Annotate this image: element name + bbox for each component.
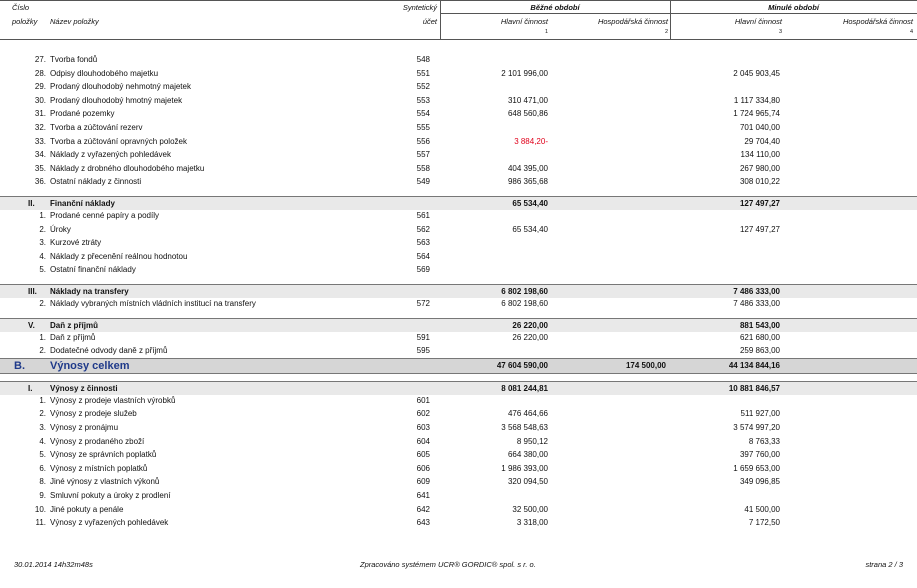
- item-number: 4.: [39, 436, 46, 446]
- value-bezne-hlavni: 26 220,00: [512, 332, 548, 342]
- item-number: 1.: [39, 211, 46, 220]
- item-name: Výnosy z místních poplatků: [50, 463, 148, 473]
- account-number: 642: [416, 504, 430, 514]
- value-minule-hlavni: [670, 80, 780, 93]
- section-row: [0, 318, 917, 332]
- header-colnum: 2: [664, 29, 668, 35]
- value-bezne-hospodarska: [560, 516, 666, 529]
- item-name: Výnosy z pronájmu: [50, 423, 119, 432]
- table-row: [0, 250, 917, 263]
- value-bezne-hlavni: 6 802 198,60: [501, 287, 548, 296]
- value-bezne-hlavni: 65 534,40: [512, 199, 548, 208]
- value-minule-hlavni: 8 763,33: [748, 436, 780, 446]
- value-bezne-hlavni: 476 464,66: [507, 409, 548, 419]
- value-bezne-hospodarska: [560, 175, 666, 188]
- table-row: [0, 475, 917, 488]
- account-number: 601: [416, 395, 430, 405]
- header-group-rule: [440, 13, 917, 14]
- account-number: 553: [416, 95, 430, 105]
- section-title: Náklady na transfery: [50, 287, 129, 296]
- section-row: [0, 381, 917, 395]
- value-minule-hlavni: 127 497,27: [739, 224, 780, 234]
- item-name: Výnosy z vyřazených pohledávek: [50, 518, 169, 528]
- item-name: Výnosy z prodeje služeb: [50, 409, 137, 419]
- value-bezne-hospodarska: [560, 489, 666, 502]
- account-number: 554: [416, 109, 430, 119]
- table-row: [0, 331, 917, 344]
- item-number: 29.: [34, 82, 46, 92]
- value-bezne-hlavni: [440, 489, 548, 502]
- table-row: [0, 297, 917, 310]
- account-number: 548: [416, 55, 430, 64]
- table-row: [0, 107, 917, 120]
- account-number: 643: [416, 518, 430, 528]
- value-bezne-hospodarska: [560, 331, 666, 344]
- value-bezne-hlavni: [440, 394, 548, 407]
- account-number: 549: [416, 177, 430, 187]
- table-row: [0, 67, 917, 80]
- section-row: [0, 196, 917, 210]
- header-bottom-rule: [0, 39, 917, 40]
- value-bezne-hlavni: [440, 263, 548, 276]
- account-number: 603: [416, 423, 430, 432]
- value-minule-hlavni: 1 659 653,00: [733, 463, 780, 473]
- table-row: [0, 121, 917, 134]
- item-number: 6.: [39, 463, 46, 473]
- value-bezne-hospodarska: [560, 67, 666, 80]
- value-bezne-hlavni: 1 986 393,00: [501, 463, 548, 473]
- value-minule-hlavni: 397 760,00: [739, 450, 780, 460]
- account-number: 602: [416, 409, 430, 419]
- item-number: 3.: [39, 423, 46, 432]
- item-number: 30.: [34, 95, 46, 105]
- account-number: 557: [416, 150, 430, 160]
- item-name: Odpisy dlouhodobého majetku: [50, 68, 159, 78]
- item-name: Prodaný dlouhodobý nehmotný majetek: [50, 82, 191, 92]
- table-row: [0, 94, 917, 107]
- item-name: Náklady z přecenění reálnou hodnotou: [50, 251, 188, 261]
- value-bezne-hospodarska: [560, 394, 666, 407]
- item-name: Výnosy ze správních poplatků: [50, 450, 157, 460]
- value-bezne-hospodarska: 174 500,00: [625, 360, 666, 370]
- value-bezne-hlavni: 26 220,00: [512, 320, 548, 330]
- item-name: Výnosy z prodeje vlastních výrobků: [50, 395, 176, 405]
- item-name: Smluvní pokuty a úroky z prodlení: [50, 491, 171, 500]
- item-number: 3.: [39, 238, 46, 248]
- item-number: 8.: [39, 477, 46, 487]
- value-minule-hlavni: 41 500,00: [744, 504, 780, 514]
- account-number: 591: [416, 332, 430, 342]
- account-number: 569: [416, 265, 430, 275]
- item-number: 31.: [34, 109, 46, 119]
- item-number: 36.: [34, 177, 46, 187]
- value-minule-hlavni: [670, 489, 780, 502]
- value-minule-hlavni: [670, 53, 780, 66]
- value-minule-hlavni: 134 110,00: [740, 150, 780, 160]
- section-number: B.: [14, 359, 25, 372]
- item-name: Ostatní náklady z činnosti: [50, 177, 142, 187]
- item-number: 2.: [39, 346, 46, 356]
- header-hlavni-cinnost: Hlavní činnost: [500, 17, 548, 26]
- value-minule-hlavni: [670, 394, 780, 407]
- table-row: [0, 421, 917, 434]
- value-bezne-hlavni: 320 094,50: [507, 477, 548, 487]
- account-number: 564: [416, 251, 430, 261]
- value-bezne-hospodarska: [560, 236, 666, 249]
- value-minule-hlavni: 10 881 846,57: [728, 383, 780, 393]
- section-number: III.: [28, 287, 37, 296]
- item-number: 32.: [34, 123, 46, 132]
- value-minule-hlavni: 621 680,00: [739, 332, 780, 342]
- footer-processed-by: Zpracováno systémem UCR® GORDIC® spol. s r. o.: [360, 560, 536, 569]
- value-minule-hlavni: 3 574 997,20: [733, 423, 780, 432]
- item-number: 2.: [39, 299, 46, 308]
- header-nazev: Název položky: [50, 17, 99, 26]
- table-header: [0, 0, 917, 40]
- value-bezne-hospodarska: [560, 250, 666, 263]
- page-footer: [0, 560, 917, 574]
- header-bezne-obdobi: Běžné období: [530, 3, 580, 12]
- value-bezne-hospodarska: [560, 407, 666, 420]
- item-number: 9.: [39, 491, 46, 500]
- value-bezne-hlavni: 3 318,00: [516, 518, 548, 528]
- account-number: 572: [416, 299, 430, 308]
- table-row: [0, 236, 917, 249]
- value-bezne-hlavni: [440, 250, 548, 263]
- value-bezne-hlavni: 3 884,20-: [514, 136, 548, 146]
- item-number: 4.: [39, 251, 46, 261]
- item-name: Náklady z drobného dlouhodobého majetku: [50, 163, 205, 173]
- value-bezne-hospodarska: [560, 297, 666, 310]
- section-row: [0, 284, 917, 298]
- table-row: [0, 435, 917, 448]
- value-bezne-hlavni: [440, 80, 548, 93]
- item-number: 34.: [34, 150, 46, 160]
- value-minule-hlavni: [670, 263, 780, 276]
- header-hospodarska-cinnost: Hospodářská činnost: [597, 17, 668, 26]
- value-bezne-hospodarska: [560, 503, 666, 516]
- value-bezne-hospodarska: [560, 53, 666, 66]
- account-number: 555: [416, 123, 430, 132]
- value-bezne-hlavni: [440, 148, 548, 161]
- item-number: 27.: [34, 55, 46, 64]
- item-name: Prodané cenné papíry a podíly: [50, 211, 159, 220]
- account-number: 609: [416, 477, 430, 487]
- value-bezne-hlavni: 65 534,40: [512, 224, 548, 234]
- item-number: 33.: [34, 136, 46, 146]
- value-minule-hlavni: 701 040,00: [739, 123, 780, 132]
- value-minule-hlavni: [670, 250, 780, 263]
- item-number: 10.: [34, 504, 46, 514]
- value-minule-hlavni: 1 117 334,80: [733, 95, 780, 105]
- value-bezne-hospodarska: [560, 421, 666, 434]
- value-bezne-hlavni: 310 471,00: [507, 95, 548, 105]
- account-number: 561: [416, 211, 430, 220]
- value-minule-hlavni: 7 486 333,00: [733, 287, 780, 296]
- account-number: 563: [416, 238, 430, 248]
- section-number: I.: [28, 383, 33, 393]
- value-bezne-hospodarska: [560, 135, 666, 148]
- item-name: Tvorba a zúčtování opravných položek: [50, 136, 187, 146]
- account-number: 556: [416, 136, 430, 146]
- account-number: 551: [416, 68, 430, 78]
- value-minule-hlavni: 29 704,40: [744, 136, 780, 146]
- header-top-rule: [0, 0, 917, 1]
- value-minule-hlavni: 259 863,00: [739, 346, 780, 356]
- item-number: 2.: [39, 409, 46, 419]
- table-row: [0, 394, 917, 407]
- table-row: [0, 223, 917, 236]
- value-minule-hlavni: 127 497,27: [739, 199, 780, 208]
- value-bezne-hospodarska: [560, 162, 666, 175]
- value-bezne-hlavni: 6 802 198,60: [501, 299, 548, 308]
- value-bezne-hospodarska: [560, 462, 666, 475]
- item-number: 11.: [35, 518, 46, 528]
- table-row: [0, 516, 917, 529]
- value-bezne-hospodarska: [560, 107, 666, 120]
- table-row: [0, 162, 917, 175]
- header-cislo-line1: Číslo: [12, 3, 30, 12]
- table-row: [0, 448, 917, 461]
- item-number: 1.: [39, 395, 46, 405]
- value-bezne-hospodarska: [560, 80, 666, 93]
- header-colnum: 4: [909, 29, 913, 35]
- value-bezne-hlavni: 3 568 548,63: [501, 423, 548, 432]
- header-colnum: 1: [544, 29, 548, 35]
- item-number: 35.: [34, 163, 46, 173]
- value-bezne-hlavni: 664 380,00: [507, 450, 548, 460]
- value-bezne-hospodarska: [560, 435, 666, 448]
- section-title: Finanční náklady: [50, 199, 115, 208]
- header-hospodarska-cinnost: Hospodářská činnost: [842, 17, 913, 26]
- table-row: [0, 209, 917, 222]
- header-ucet-line1: Syntetický: [402, 3, 437, 12]
- section-number: II.: [28, 199, 35, 208]
- table-row: [0, 462, 917, 475]
- value-bezne-hospodarska: [560, 94, 666, 107]
- item-name: Prodané pozemky: [50, 109, 115, 119]
- section-title: Výnosy celkem: [50, 359, 130, 372]
- item-name: Daň z příjmů: [50, 332, 96, 342]
- account-number: 558: [416, 163, 430, 173]
- table-row: [0, 175, 917, 188]
- footer-timestamp: 30.01.2014 14h32m48s: [14, 560, 93, 569]
- table-row: [0, 503, 917, 516]
- value-minule-hlavni: 44 134 844,16: [728, 360, 780, 370]
- account-number: 606: [416, 463, 430, 473]
- item-number: 28.: [34, 68, 46, 78]
- value-bezne-hlavni: 8 950,12: [516, 436, 548, 446]
- table-row: [0, 344, 917, 357]
- account-number: 605: [416, 450, 430, 460]
- value-bezne-hlavni: [440, 53, 548, 66]
- account-number: 562: [416, 224, 430, 234]
- item-name: Jiné pokuty a penále: [50, 504, 124, 514]
- value-bezne-hlavni: [440, 209, 548, 222]
- table-row: [0, 148, 917, 161]
- summary-row: [0, 358, 917, 374]
- value-bezne-hlavni: 404 395,00: [507, 163, 548, 173]
- header-cislo-line2: položky: [12, 17, 38, 26]
- value-bezne-hlavni: 47 604 590,00: [496, 360, 548, 370]
- section-title: Daň z příjmů: [50, 320, 99, 330]
- value-bezne-hospodarska: [560, 263, 666, 276]
- item-name: Dodatečné odvody daně z příjmů: [50, 346, 168, 356]
- value-bezne-hlavni: 8 081 244,81: [501, 383, 548, 393]
- item-name: Náklady z vyřazených pohledávek: [50, 150, 171, 160]
- account-number: 604: [416, 436, 430, 446]
- account-number: 641: [416, 491, 430, 500]
- table-row: [0, 135, 917, 148]
- table-row: [0, 80, 917, 93]
- item-name: Prodaný dlouhodobý hmotný majetek: [50, 95, 183, 105]
- value-bezne-hlavni: [440, 344, 548, 357]
- item-name: Kurzové ztráty: [50, 238, 102, 248]
- account-number: 552: [416, 82, 430, 92]
- item-name: Tvorba fondů: [50, 55, 98, 64]
- value-bezne-hospodarska: [560, 344, 666, 357]
- value-bezne-hlavni: [440, 121, 548, 134]
- item-name: Náklady vybraných místních vládních institucí na transfery: [50, 299, 256, 308]
- value-minule-hlavni: 308 010,22: [739, 177, 780, 187]
- table-row: [0, 489, 917, 502]
- table-row: [0, 263, 917, 276]
- item-name: Úroky: [50, 224, 71, 234]
- value-minule-hlavni: [670, 236, 780, 249]
- value-bezne-hospodarska: [560, 448, 666, 461]
- value-bezne-hospodarska: [560, 209, 666, 222]
- item-name: Tvorba a zúčtování rezerv: [50, 123, 143, 132]
- item-number: 5.: [39, 265, 46, 275]
- value-bezne-hospodarska: [560, 475, 666, 488]
- value-bezne-hlavni: 2 101 996,00: [501, 68, 548, 78]
- value-bezne-hlavni: 32 500,00: [512, 504, 548, 514]
- section-number: V.: [28, 320, 35, 330]
- value-minule-hlavni: [670, 209, 780, 222]
- item-number: 1.: [39, 332, 46, 342]
- value-bezne-hospodarska: [560, 121, 666, 134]
- header-minule-obdobi: Minulé období: [768, 3, 819, 12]
- value-bezne-hlavni: 986 365,68: [507, 177, 548, 187]
- value-minule-hlavni: 267 980,00: [739, 163, 780, 173]
- footer-page-number: strana 2 / 3: [865, 560, 903, 569]
- table-row: [0, 407, 917, 420]
- value-minule-hlavni: 511 927,00: [740, 409, 780, 419]
- item-name: Výnosy z prodaného zboží: [50, 436, 145, 446]
- account-number: 595: [416, 346, 430, 356]
- value-minule-hlavni: 2 045 903,45: [733, 68, 780, 78]
- item-name: Jiné výnosy z vlastních výkonů: [50, 477, 160, 487]
- value-minule-hlavni: 1 724 965,74: [733, 109, 780, 119]
- value-minule-hlavni: 7 172,50: [748, 518, 780, 528]
- value-bezne-hospodarska: [560, 223, 666, 236]
- section-title: Výnosy z činnosti: [50, 383, 118, 393]
- item-number: 2.: [39, 224, 46, 234]
- header-ucet-line2: účet: [422, 17, 437, 26]
- value-bezne-hlavni: [440, 236, 548, 249]
- value-bezne-hospodarska: [560, 148, 666, 161]
- item-number: 5.: [39, 450, 46, 460]
- header-colnum: 3: [778, 29, 782, 35]
- value-bezne-hlavni: 648 560,86: [507, 109, 548, 119]
- table-row: [0, 53, 917, 66]
- header-hlavni-cinnost: Hlavní činnost: [734, 17, 782, 26]
- item-name: Ostatní finanční náklady: [50, 265, 136, 275]
- value-minule-hlavni: 349 096,85: [739, 477, 780, 487]
- value-minule-hlavni: 881 543,00: [739, 320, 780, 330]
- value-minule-hlavni: 7 486 333,00: [733, 299, 780, 308]
